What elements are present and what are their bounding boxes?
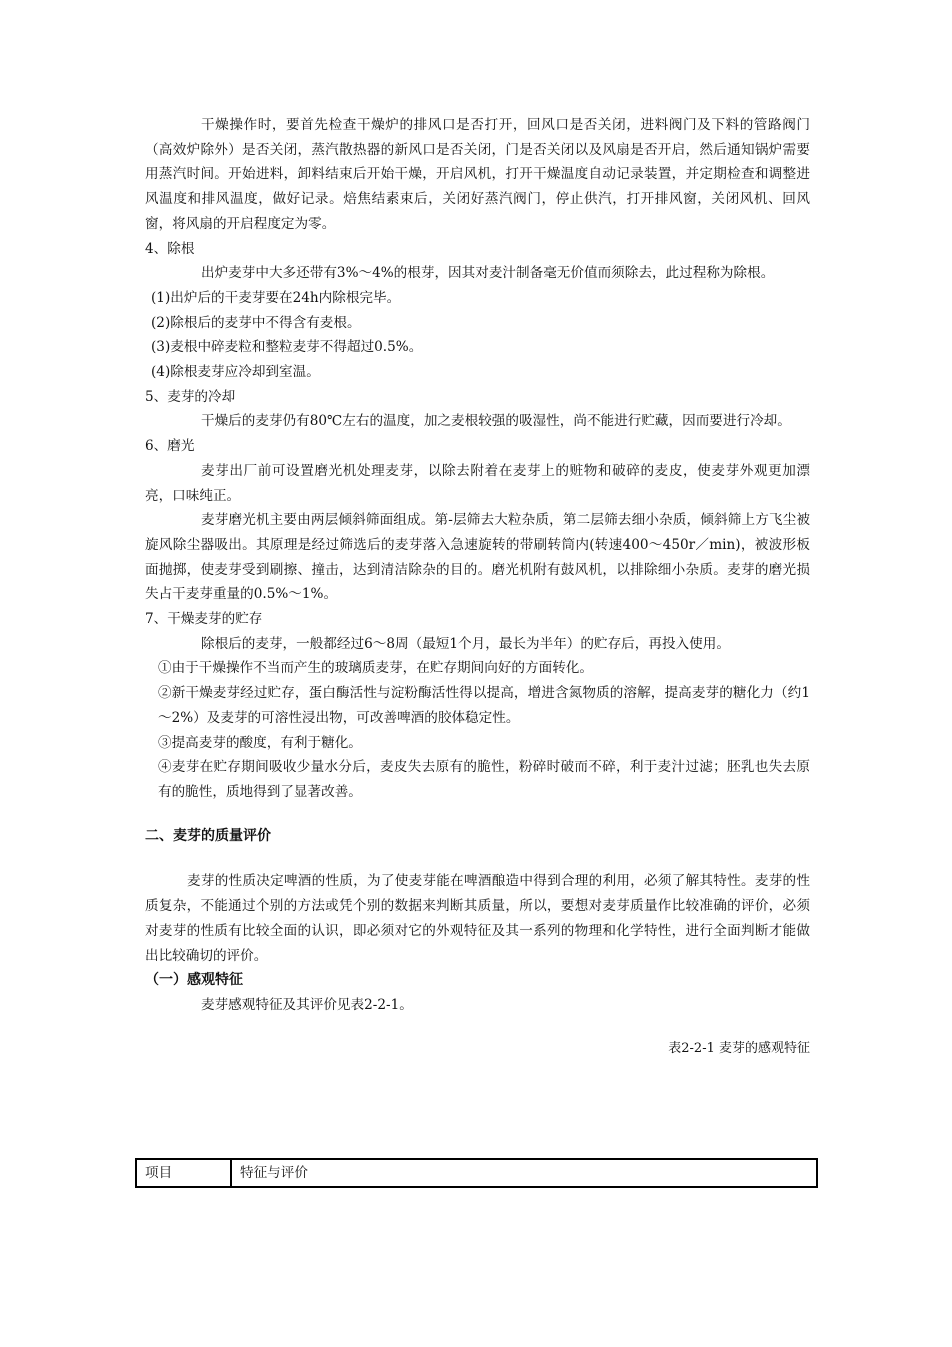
heading-polishing: 6、磨光 <box>145 438 195 455</box>
document-body <box>145 113 810 1061</box>
list-item: ④麦芽在贮存期间吸收少量水分后，麦皮失去原有的脆性，粉碎时破而不碎，利于麦汁过滤；胚乳也失去原有的脆性，质地得到了显著改善。 <box>158 759 810 800</box>
paragraph-polishing-a: 麦芽出厂前可设置磨光机处理麦芽，以除去附着在麦芽上的赃物和破碎的麦皮，使麦芽外观更加漂亮，口味纯正。 <box>145 462 810 504</box>
list-item: ②新干燥麦芽经过贮存，蛋白酶活性与淀粉酶活性得以提高，增进含氮物质的溶解，提高麦芽的糖化力（约1～2%）及麦芽的可溶性浸出物，可改善啤酒的胶体稳定性。 <box>158 685 810 726</box>
table-header-item: 项目 <box>136 1159 231 1187</box>
sensory-table <box>135 1158 818 1188</box>
list-item: ③提高麦芽的酸度，有利于糖化。 <box>158 734 362 751</box>
paragraph-quality: 麦芽的性质决定啤酒的性质，为了使麦芽能在啤酒酿造中得到合理的利用，必须了解其特性。麦芽的性质复杂，不能通过个别的方法或凭个别的数据来判断其质量，所以，要想对麦芽质量作比较准确的评价，必须对麦芽的性质有比较全面的认识，即必须对它的外观特征及其一系列的物理和化学特性，进行全面判断才能做出比较确切的评价。 <box>145 873 810 964</box>
paragraph-drying-operation: 干燥操作时，要首先检查干燥炉的排风口是否打开，回风口是否关闭，进料阀门及下料的管路阀门（高效炉除外）是否关闭，蒸汽散热器的新风口是否关闭，门是否关闭以及风扇是否开启，然后通知锅炉需要用蒸汽时间。开始进料，卸料结束后开始干燥，开启风机，打开干燥温度自动记录装置，并定期检查和调整进风温度和排风温度，做好记录。焙焦结素束后，关闭好蒸汽阀门，停止供汽，打开排风窗，关闭风机、回风窗，将风扇的开启程度定为零。 <box>145 117 810 232</box>
paragraph-storage: 除根后的麦芽，一般都经过6～8周（最短1个月，最长为半年）的贮存后，再投入使用。 <box>201 635 730 652</box>
heading-derooting: 4、除根 <box>145 240 195 257</box>
list-item: (2)除根后的麦芽中不得含有麦根。 <box>151 314 361 331</box>
paragraph-cooling: 干燥后的麦芽仍有80℃左右的温度，加之麦根较强的吸湿性，尚不能进行贮藏，因而要进行冷却。 <box>201 413 791 430</box>
paragraph-derooting: 出炉麦芽中大多还带有3%～4%的根芽，因其对麦汁制备毫无价值而须除去，此过程称为除根。 <box>201 265 775 282</box>
heading-storage: 7、干燥麦芽的贮存 <box>145 611 263 628</box>
list-item: (4)除根麦芽应冷却到室温。 <box>151 364 320 381</box>
table-caption: 表2-2-1 麦芽的感观特征 <box>668 1040 810 1056</box>
table-row <box>136 1159 817 1187</box>
list-item: ①由于干燥操作不当而产生的玻璃质麦芽，在贮存期间向好的方面转化。 <box>158 660 593 677</box>
heading-cooling: 5、麦芽的冷却 <box>145 388 236 405</box>
list-item: (1)出炉后的干麦芽要在24h内除根完毕。 <box>151 289 401 306</box>
paragraph-polishing-b: 麦芽磨光机主要由两层倾斜筛面组成。第-层筛去大粒杂质，第二层筛去细小杂质，倾斜筛上方飞尘被旋风除尘器吸出。其原理是经过筛选后的麦芽落入急速旋转的带刷转筒内(转速400～450r／min)，被波形板面抛掷，使麦芽受到刷擦、撞击，达到清洁除杂的目的。磨光机附有鼓风机，以排除细小杂质。麦芽的磨光损失占干麦芽重量的0.5%～1%。 <box>145 512 810 603</box>
paragraph-sensory: 麦芽感观特征及其评价见表2-2-1。 <box>201 996 413 1013</box>
section-heading-quality: 二、麦芽的质量评价 <box>145 827 271 844</box>
subheading-sensory: （一）感观特征 <box>145 972 243 989</box>
list-item: (3)麦根中碎麦粒和整粒麦芽不得超过0.5%。 <box>151 339 423 356</box>
table-header-feature: 特征与评价 <box>231 1159 817 1187</box>
